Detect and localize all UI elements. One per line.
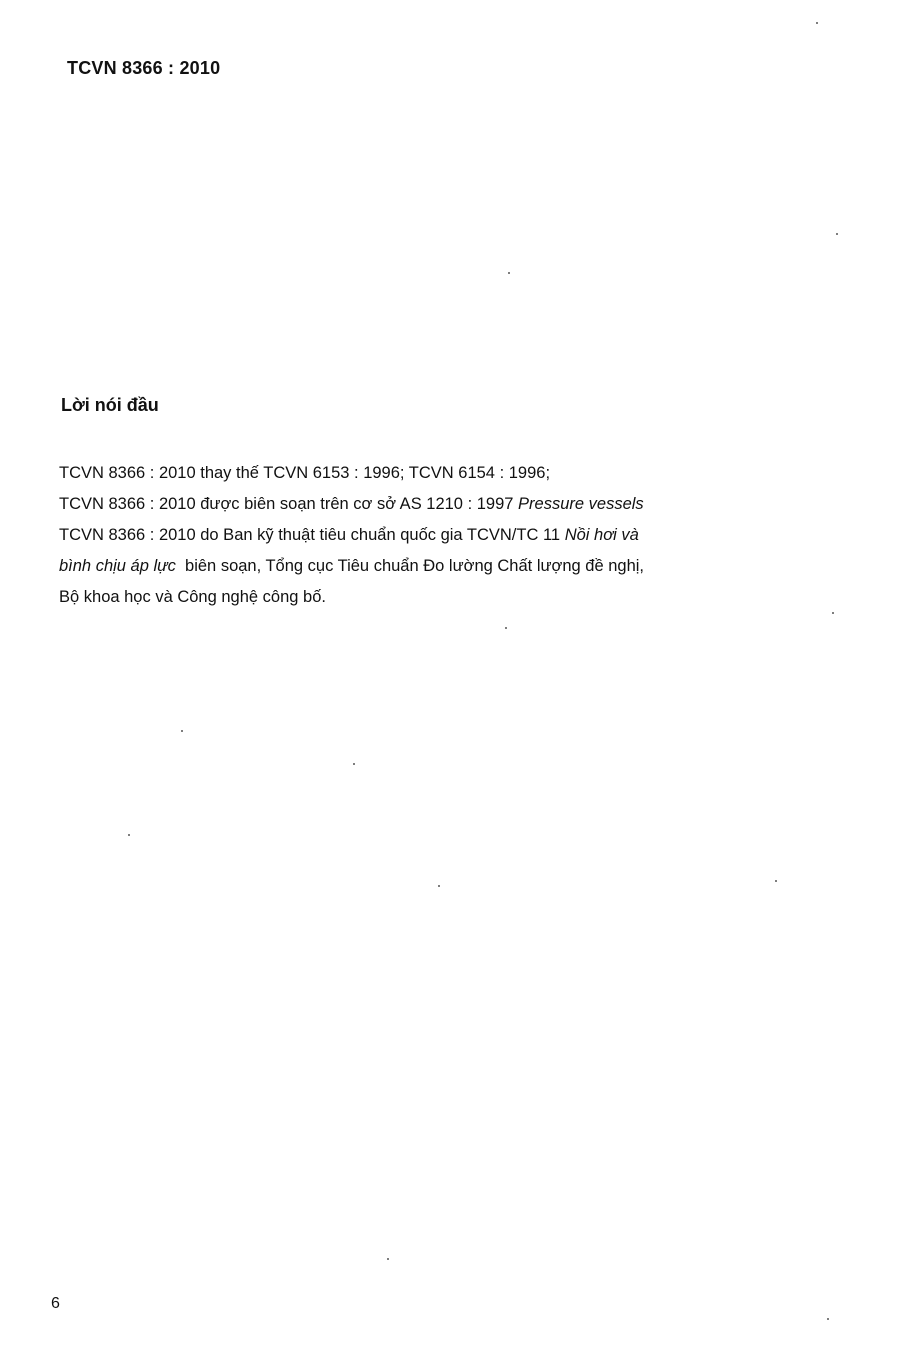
scan-speck <box>836 233 838 235</box>
scan-speck <box>181 730 183 732</box>
foreword-line-4 <box>59 551 739 582</box>
foreword-title: Lời nói đầu <box>61 395 159 415</box>
foreword-line-2-text: TCVN 8366 : 2010 được biên soạn trên cơ sở AS 1210 : 1997 <box>59 495 519 513</box>
foreword-line-5: Bộ khoa học và Công nghệ công bố. <box>59 588 326 606</box>
standard-code-header: TCVN 8366 : 2010 <box>67 58 221 78</box>
foreword-line-4-text: biên soạn, Tổng cục Tiêu chuẩn Đo lường Chất lượng đề nghị, <box>175 557 645 575</box>
foreword-line-4-title: bình chịu áp lực <box>59 557 176 575</box>
scan-speck <box>508 272 510 274</box>
scan-speck <box>775 880 777 882</box>
foreword-line-2 <box>59 489 739 520</box>
foreword-line-3-text: TCVN 8366 : 2010 do Ban kỹ thuật tiêu chuẩn quốc gia TCVN/TC 11 <box>59 526 565 544</box>
foreword-line-2-title: Pressure vessels <box>518 495 644 513</box>
foreword-line-3-title: Nồi hơi và <box>564 526 639 544</box>
scan-speck <box>827 1318 829 1320</box>
scan-speck <box>832 612 834 614</box>
scan-speck <box>438 885 440 887</box>
foreword-line-1: TCVN 8366 : 2010 thay thế TCVN 6153 : 1996; TCVN 6154 : 1996; <box>59 464 551 482</box>
scan-speck <box>816 22 818 24</box>
page-number: 6 <box>51 1295 60 1312</box>
scan-speck <box>505 627 507 629</box>
scan-speck <box>387 1258 389 1260</box>
foreword-body <box>59 458 739 613</box>
foreword-line-3 <box>59 520 739 551</box>
scan-speck <box>128 834 130 836</box>
scan-speck <box>353 763 355 765</box>
